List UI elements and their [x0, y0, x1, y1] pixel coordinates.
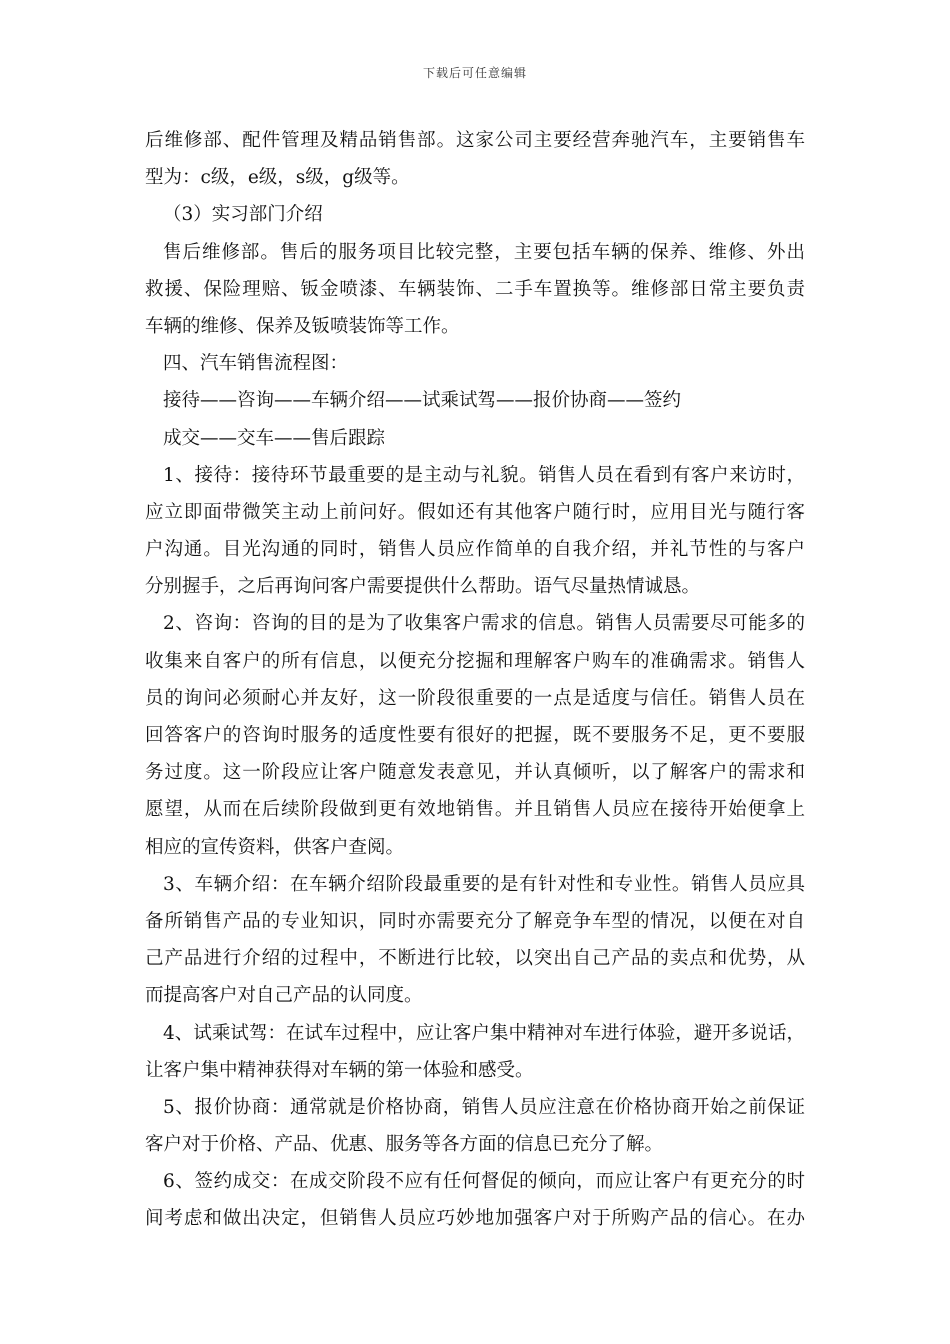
text-line: 己产品进行介绍的过程中，不断进行比较，以突出自己产品的卖点和优势，从 — [145, 948, 805, 970]
text-line: 员的询问必须耐心并友好，这一阶段很重要的一点是适度与信任。销售人员在 — [145, 687, 805, 709]
text-line: 接待——咨询——车辆介绍——试乘试驾——报价协商——签约 — [163, 390, 682, 412]
text-line: 后维修部、配件管理及精品销售部。这家公司主要经营奔驰汽车，主要销售车 — [145, 130, 805, 151]
page-header-note: 下载后可任意编辑 — [422, 66, 527, 80]
text-line: 售后维修部。售后的服务项目比较完整，主要包括车辆的保养、维修、外出 — [163, 241, 805, 263]
text-line: 让客户集中精神获得对车辆的第一体验和感受。 — [145, 1059, 534, 1081]
text-line: 成交——交车——售后跟踪 — [163, 427, 386, 449]
document-body — [145, 122, 805, 1238]
text-line: 客户对于价格、产品、优惠、服务等各方面的信息已充分了解。 — [145, 1134, 664, 1156]
text-line: 1、接待：接待环节最重要的是主动与礼貌。销售人员在看到有客户来访时， — [163, 464, 805, 486]
text-line: 务过度。这一阶段应让客户随意发表意见，并认真倾听，以了解客户的需求和 — [145, 762, 805, 784]
text-line: 四、汽车销售流程图： — [163, 353, 349, 375]
text-line: 回答客户的咨询时服务的适度性要有很好的把握，既不要服务不足，更不要服 — [145, 725, 805, 746]
text-line: 3、车辆介绍：在车辆介绍阶段最重要的是有针对性和专业性。销售人员应具 — [163, 873, 805, 895]
text-line: 相应的宣传资料，供客户查阅。 — [145, 836, 405, 858]
text-line: （3）实习部门介绍 — [163, 204, 323, 226]
text-line: 型为：c级，e级，s级，g级等。 — [145, 167, 410, 189]
text-line: 愿望，从而在后续阶段做到更有效地销售。并且销售人员应在接待开始便拿上 — [145, 799, 805, 821]
text-line: 救援、保险理赔、钣金喷漆、车辆装饰、二手车置换等。维修部日常主要负责 — [145, 278, 805, 300]
text-line: 收集来自客户的所有信息，以便充分挖掘和理解客户购车的准确需求。销售人 — [145, 650, 805, 672]
text-line: 备所销售产品的专业知识，同时亦需要充分了解竞争车型的情况，以便在对自 — [145, 910, 805, 932]
text-line: 户沟通。目光沟通的同时，销售人员应作简单的自我介绍，并礼节性的与客户 — [145, 539, 805, 561]
text-line: 6、签约成交：在成交阶段不应有任何督促的倾向，而应让客户有更充分的时 — [163, 1171, 805, 1193]
text-line: 2、咨询：咨询的目的是为了收集客户需求的信息。销售人员需要尽可能多的 — [163, 613, 805, 635]
text-line: 车辆的维修、保养及钣喷装饰等工作。 — [145, 315, 460, 337]
text-line: 应立即面带微笑主动上前问好。假如还有其他客户随行时，应用目光与随行客 — [145, 501, 805, 523]
text-line: 而提高客户对自己产品的认同度。 — [145, 985, 423, 1007]
text-line: 4、试乘试驾：在试车过程中，应让客户集中精神对车进行体验，避开多说话， — [163, 1022, 805, 1044]
text-line: 间考虑和做出决定，但销售人员应巧妙地加强客户对于所购产品的信心。在办 — [145, 1208, 805, 1230]
text-line: 分别握手，之后再询问客户需要提供什么帮助。语气尽量热情诚恳。 — [145, 576, 701, 598]
text-line: 5、报价协商：通常就是价格协商，销售人员应注意在价格协商开始之前保证 — [163, 1096, 805, 1118]
